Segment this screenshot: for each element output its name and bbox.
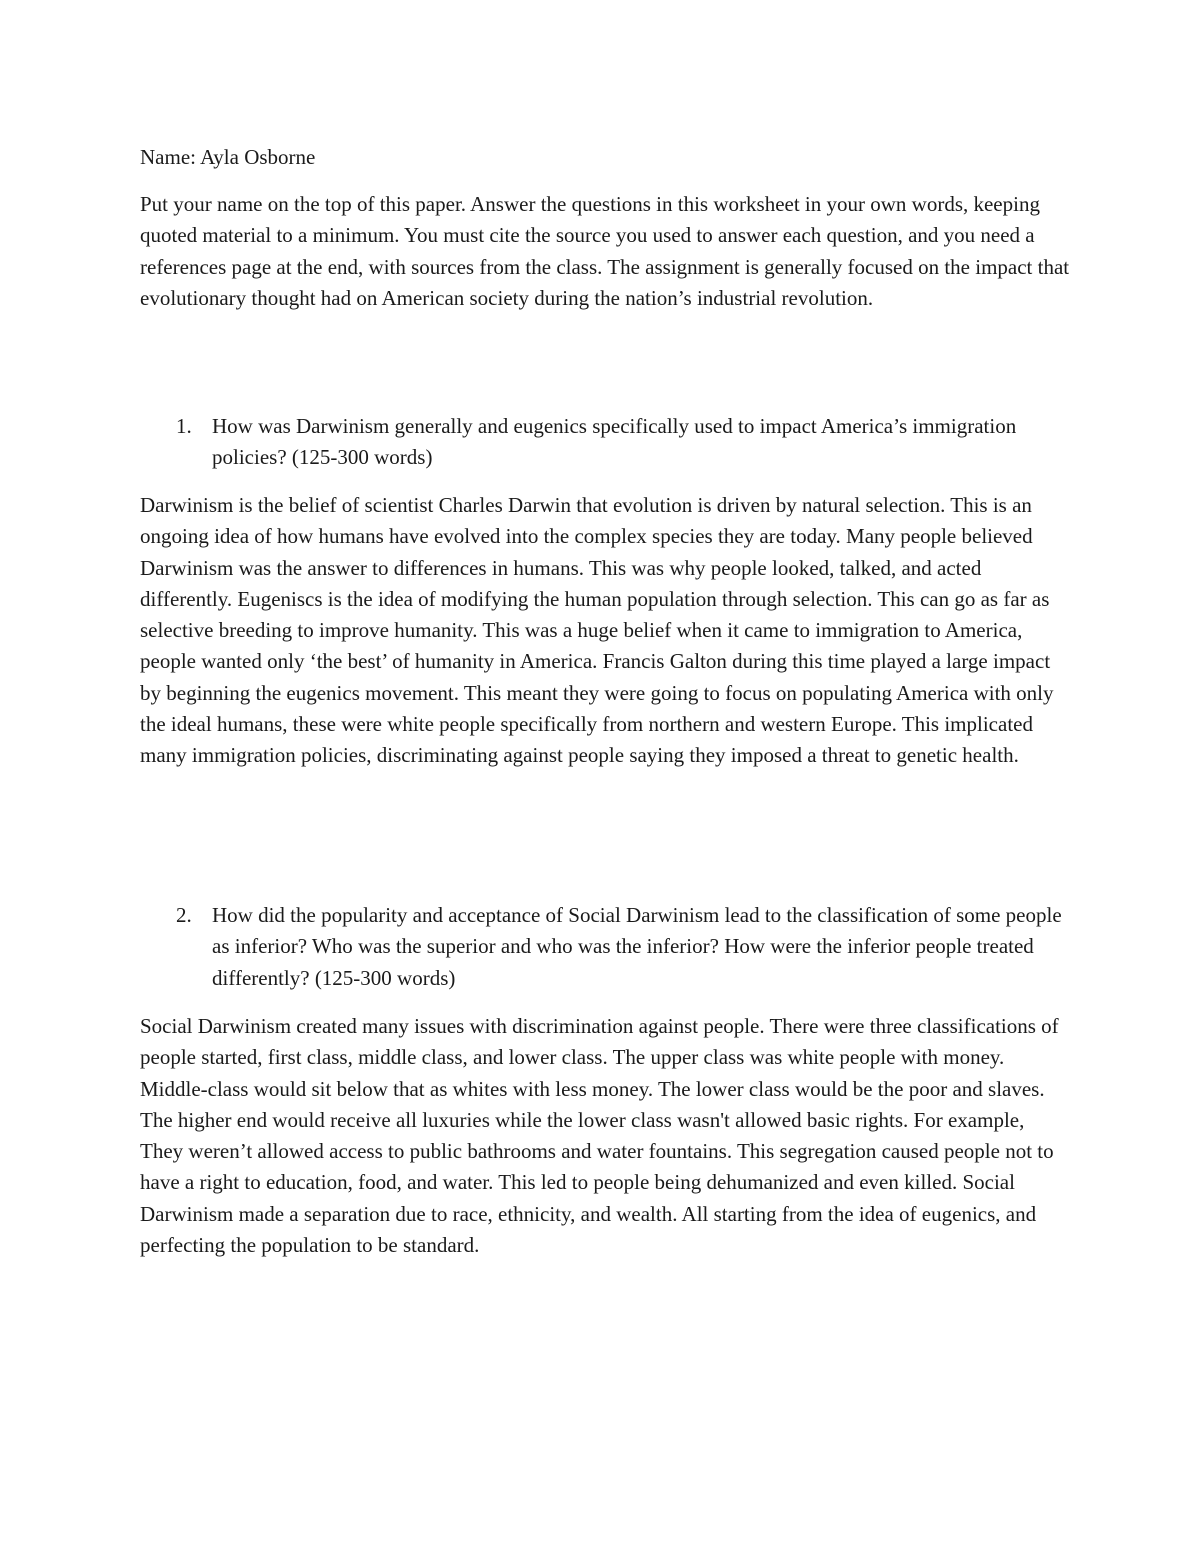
assignment-instructions: Put your name on the top of this paper. Answer the questions in this worksheet in your own words, keeping quoted material to a minimum. You must cite the source you used to answer each question, and you need a references page at the end, with sources from the class. The assignment is generally focused on the impact that evolutionary thought had on American society during the nation’s industrial revolution. xyxy=(140,192,1070,310)
question-2 xyxy=(176,900,1066,994)
question-1 xyxy=(176,411,1066,474)
question-number: 2. xyxy=(176,903,192,927)
question-text: How did the popularity and acceptance of Social Darwinism lead to the classification of some people as inferior? Who was the superior and who was the inferior? How were the inferior people treated differently? (125-300 words) xyxy=(212,903,1062,990)
question-text: How was Darwinism generally and eugenics specifically used to impact America’s immigration policies? (125-300 words) xyxy=(212,414,1017,470)
question-number: 1. xyxy=(176,414,192,438)
answer-2: Social Darwinism created many issues with discrimination against people. There were three classifications of people started, first class, middle class, and lower class. The upper class was white people with money. Middle-class would sit below that as whites with less money. The lower class would be the poor and slaves. The higher end would receive all luxuries while the lower class wasn't allowed basic rights. For example, They weren’t allowed access to public bathrooms and water fountains. This segregation caused people not to have a right to education, food, and water. This led to people being dehumanized and even killed. Social Darwinism made a separation due to race, ethnicity, and wealth. All starting from the idea of eugenics, and perfecting the population to be standard. xyxy=(140,1014,1059,1258)
student-name: Name: Ayla Osborne xyxy=(140,145,316,169)
answer-1: Darwinism is the belief of scientist Charles Darwin that evolution is driven by natural selection. This is an ongoing idea of how humans have evolved into the complex species they are today. Many people believed Darwinism was the answer to differences in humans. This was why people looked, talked, and acted differently. Eugeniscs is the idea of modifying the human population through selection. This can go as far as selective breeding to improve humanity. This was a huge belief when it came to immigration to America, people wanted only ‘the best’ of humanity in America. Francis Galton during this time played a large impact by beginning the eugenics movement. This meant they were going to focus on populating America with only the ideal humans, these were white people specifically from northern and western Europe. This implicated many immigration policies, discriminating against people saying they imposed a threat to genetic health. xyxy=(140,493,1054,768)
